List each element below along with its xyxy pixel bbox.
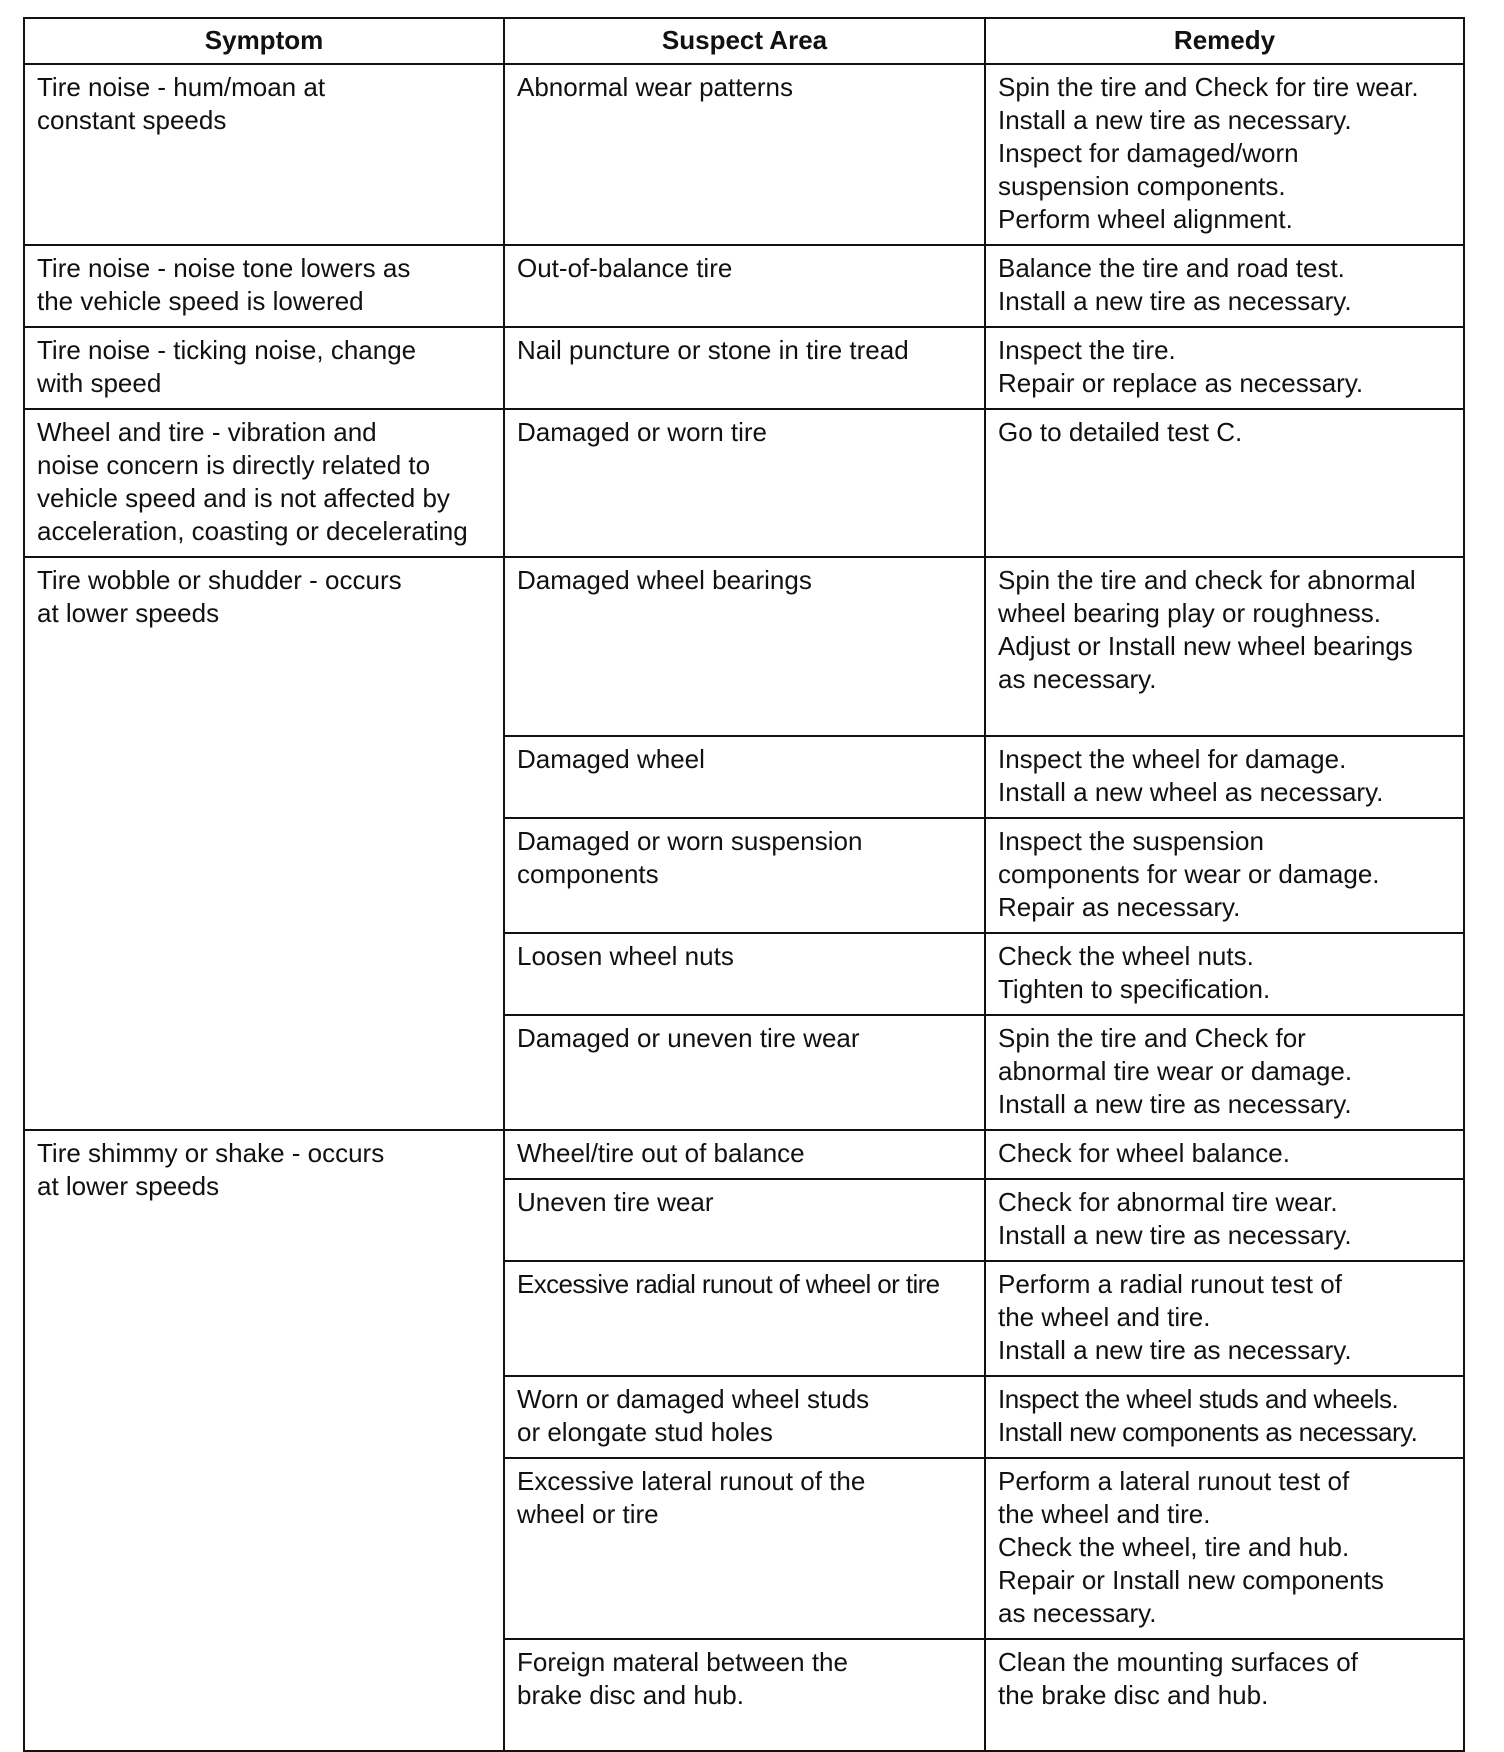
suspect-area-cell: Excessive lateral runout of the wheel or tire (504, 1458, 985, 1639)
remedy-cell: Spin the tire and Check for tire wear. Install a new tire as necessary. Inspect for damaged/worn suspension components. Perform wheel alignment. (985, 64, 1464, 245)
remedy-cell: Check the wheel nuts. Tighten to specification. (985, 933, 1464, 1015)
diagnosis-table (23, 17, 1465, 1752)
suspect-area-cell: Worn or damaged wheel studs or elongate stud holes (504, 1376, 985, 1458)
table-row (24, 64, 1464, 245)
remedy-cell: Perform a radial runout test of the wheel and tire. Install a new tire as necessary. (985, 1261, 1464, 1376)
remedy-cell: Inspect the wheel for damage. Install a new wheel as necessary. (985, 736, 1464, 818)
remedy-cell: Inspect the wheel studs and wheels. Install new components as necessary. (985, 1376, 1464, 1458)
suspect-area-cell: Foreign materal between the brake disc and hub. (504, 1639, 985, 1751)
symptom-cell: Tire noise - noise tone lowers as the vehicle speed is lowered (24, 245, 504, 327)
suspect-area-cell: Uneven tire wear (504, 1179, 985, 1261)
diagnosis-table-wrapper (23, 17, 1463, 1752)
remedy-cell: Spin the tire and check for abnormal wheel bearing play or roughness. Adjust or Install new wheel bearings as necessary. (985, 557, 1464, 736)
remedy-cell: Go to detailed test C. (985, 409, 1464, 557)
remedy-cell: Clean the mounting surfaces of the brake disc and hub. (985, 1639, 1464, 1751)
suspect-area-cell: Damaged or worn tire (504, 409, 985, 557)
remedy-cell: Check for wheel balance. (985, 1130, 1464, 1179)
suspect-area-cell: Out-of-balance tire (504, 245, 985, 327)
remedy-cell: Spin the tire and Check for abnormal tire wear or damage. Install a new tire as necessary. (985, 1015, 1464, 1130)
header-row (24, 18, 1464, 64)
symptom-cell: Tire wobble or shudder - occurs at lower speeds (24, 557, 504, 1130)
suspect-area-cell: Nail puncture or stone in tire tread (504, 327, 985, 409)
header-remedy: Remedy (985, 18, 1464, 64)
table-row (24, 327, 1464, 409)
table-row (24, 1130, 1464, 1179)
table-row (24, 409, 1464, 557)
suspect-area-cell: Damaged wheel bearings (504, 557, 985, 736)
header-symptom: Symptom (24, 18, 504, 64)
suspect-area-cell: Wheel/tire out of balance (504, 1130, 985, 1179)
table-row (24, 245, 1464, 327)
symptom-cell: Tire noise - ticking noise, change with speed (24, 327, 504, 409)
table-row (24, 557, 1464, 736)
remedy-cell: Inspect the tire. Repair or replace as necessary. (985, 327, 1464, 409)
suspect-area-cell: Abnormal wear patterns (504, 64, 985, 245)
header-suspect-area: Suspect Area (504, 18, 985, 64)
suspect-area-cell: Damaged or uneven tire wear (504, 1015, 985, 1130)
remedy-cell: Inspect the suspension components for wear or damage. Repair as necessary. (985, 818, 1464, 933)
symptom-cell: Tire noise - hum/moan at constant speeds (24, 64, 504, 245)
remedy-cell: Balance the tire and road test. Install a new tire as necessary. (985, 245, 1464, 327)
symptom-cell: Wheel and tire - vibration and noise concern is directly related to vehicle speed and is not affected by acceleration, coasting or decelerating (24, 409, 504, 557)
suspect-area-cell: Damaged or worn suspension components (504, 818, 985, 933)
remedy-cell: Check for abnormal tire wear. Install a new tire as necessary. (985, 1179, 1464, 1261)
symptom-cell: Tire shimmy or shake - occurs at lower speeds (24, 1130, 504, 1751)
suspect-area-cell: Damaged wheel (504, 736, 985, 818)
suspect-area-cell: Loosen wheel nuts (504, 933, 985, 1015)
remedy-cell: Perform a lateral runout test of the wheel and tire. Check the wheel, tire and hub. Repair or Install new components as necessary. (985, 1458, 1464, 1639)
suspect-area-cell: Excessive radial runout of wheel or tire (504, 1261, 985, 1376)
